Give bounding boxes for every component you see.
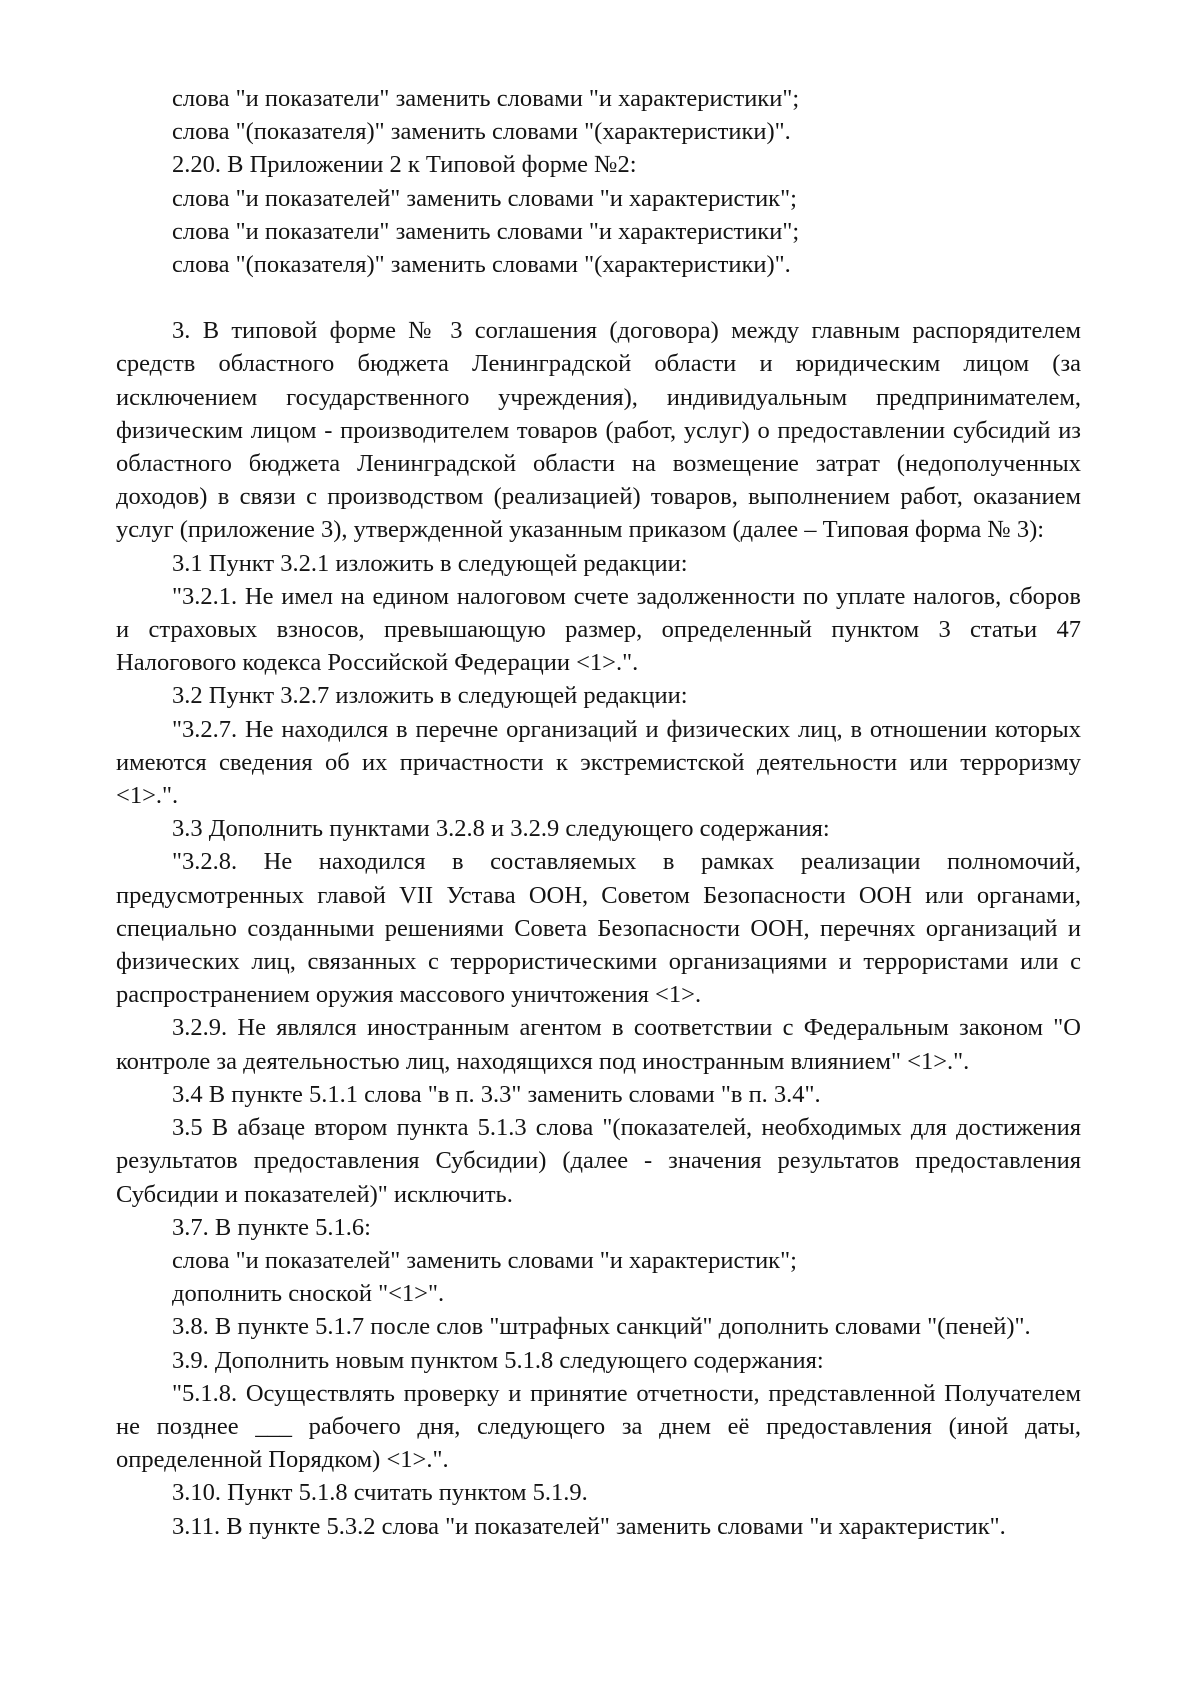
paragraph: слова "(показателя)" заменить словами "(характеристики)".: [172, 251, 791, 279]
paragraph: слова "(показателя)" заменить словами "(характеристики)".: [172, 118, 791, 146]
paragraph: 3. В типовой форме № 3 соглашения (договора) между главным распорядителем средств областного бюджета Ленинградской области и юридическим лицом (за исключением государственного учреждения), индивидуальным предпринимателем, физическим лицом - производителем товаров (работ, услуг) о предоставлении субсидий из областного бюджета Ленинградской области на возмещение затрат (недополученных доходов) в связи с производством (реализацией) товаров, выполнением работ, оказанием услуг (приложение 3), утвержденной указанным приказом (далее – Типовая форма № 3):: [116, 317, 1081, 544]
paragraph: 3.2.9. Не являлся иностранным агентом в соответствии с Федеральным законом "О контроле за деятельностью лиц, находящихся под иностранным влиянием" <1>.".: [116, 1014, 1081, 1075]
paragraph: 3.8. В пункте 5.1.7 после слов "штрафных санкций" дополнить словами "(пеней)".: [172, 1313, 1031, 1341]
paragraph: 2.20. В Приложении 2 к Типовой форме №2:: [172, 151, 637, 179]
paragraph: "3.2.1. Не имел на едином налоговом счете задолженности по уплате налогов, сборов и страховых взносов, превышающую размер, определенный пунктом 3 статьи 47 Налогового кодекса Российской Федерации <1>.".: [116, 582, 1081, 677]
paragraph: "3.2.7. Не находился в перечне организаций и физических лиц, в отношении которых имеются сведения об их причастности к экстремистской деятельности или терроризму <1>.".: [116, 715, 1081, 810]
paragraph: 3.2 Пункт 3.2.7 изложить в следующей редакции:: [172, 682, 688, 710]
paragraph: слова "и показатели" заменить словами "и характеристики";: [172, 85, 800, 112]
paragraph: "3.2.8. Не находился в составляемых в рамках реализации полномочий, предусмотренных главой VII Устава ООН, Советом Безопасности ООН или органами, специально созданными решениями Совета Безопасности ООН, перечнях организаций и физических лиц, связанных с террористическими организациями и террористами или с распространением оружия массового уничтожения <1>.: [116, 848, 1081, 1009]
paragraph: дополнить сноской "<1>".: [172, 1280, 445, 1308]
paragraph: 3.10. Пункт 5.1.8 считать пунктом 5.1.9.: [172, 1479, 588, 1507]
paragraph: слова "и показателей" заменить словами "и характеристик";: [172, 184, 797, 212]
paragraph: 3.11. В пункте 5.3.2 слова "и показателей" заменить словами "и характеристик".: [172, 1512, 1006, 1540]
paragraph: слова "и показатели" заменить словами "и характеристики";: [172, 217, 800, 245]
paragraph-gap: [116, 281, 1081, 314]
paragraph: 3.3 Дополнить пунктами 3.2.8 и 3.2.9 следующего содержания:: [172, 815, 830, 843]
document-body: [116, 82, 1081, 1543]
paragraph: "5.1.8. Осуществлять проверку и принятие отчетности, представленной Получателем не позднее ___ рабочего дня, следующего за днем её предоставления (иной даты, определенной Порядком) <1>.".: [116, 1379, 1081, 1474]
paragraph: 3.5 В абзаце втором пункта 5.1.3 слова "(показателей, необходимых для достижения результатов предоставления Субсидии) (далее - значения результатов предоставления Субсидии и показателей)" исключить.: [116, 1114, 1081, 1208]
paragraph: 3.9. Дополнить новым пунктом 5.1.8 следующего содержания:: [172, 1346, 824, 1374]
paragraph: 3.7. В пункте 5.1.6:: [172, 1213, 371, 1241]
paragraph: слова "и показателей" заменить словами "и характеристик";: [172, 1246, 797, 1274]
paragraph: 3.4 В пункте 5.1.1 слова "в п. 3.3" заменить словами "в п. 3.4".: [172, 1080, 821, 1108]
paragraph: 3.1 Пункт 3.2.1 изложить в следующей редакции:: [172, 549, 688, 577]
